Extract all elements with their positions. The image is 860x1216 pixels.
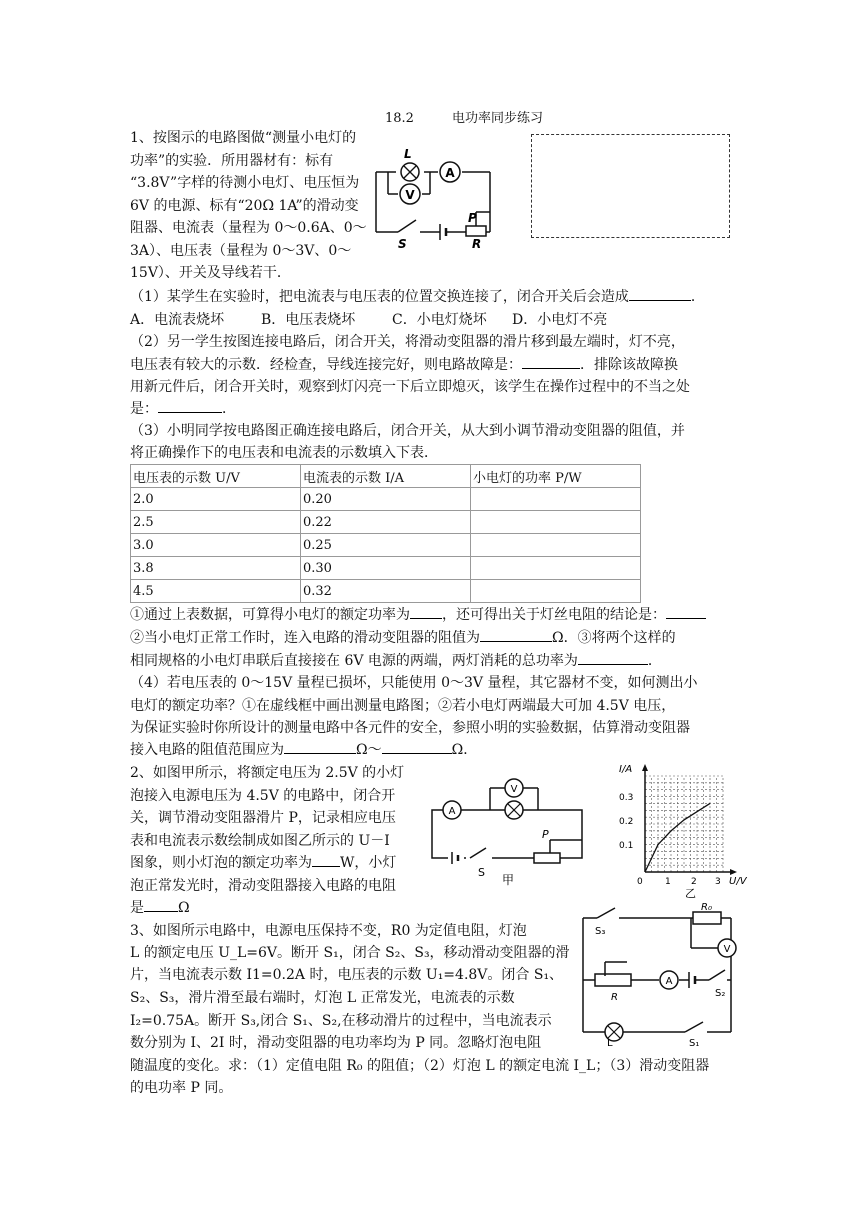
svg-text:L: L	[607, 1038, 613, 1046]
answer-blank[interactable]	[144, 897, 178, 912]
answer-blank[interactable]	[522, 354, 580, 369]
q2-line-7: 是 Ω	[130, 897, 190, 919]
q1-part3-line2: 将正确操作下的电压表和电流表的示数填入下表．	[130, 445, 438, 461]
measurement-table	[130, 464, 641, 603]
q2-ui-chart	[615, 758, 755, 898]
y-axis-label: I/A	[619, 764, 633, 775]
option-b: B．电压表烧坏	[261, 312, 356, 328]
figure-caption: 乙	[685, 887, 696, 898]
q2-line-5: 图象，则小灯泡的额定功率为 W，小灯	[130, 852, 396, 874]
lamp-label: L	[404, 147, 412, 161]
answer-blank[interactable]	[158, 398, 222, 413]
table-row: 4.5 0.32	[131, 580, 641, 603]
q1-part3-line1: （3）小明同学按电路图正确连接电路后，闭合开关，从大到小调节滑动变阻器的阻值，并	[130, 423, 685, 439]
q3-line-3: 片，当电流表示数 I1=0.2A 时，电压表的示数 U₁=4.8V。闭合 S₁、	[130, 967, 564, 983]
q1-conclusion-3: 相同规格的小电灯串联后直接接在 6V 电源的两端，两灯消耗的总功率为 ．	[130, 650, 662, 672]
x-axis-label: U/V	[729, 876, 747, 887]
q1-line-7: 15V）、开关及导线若干．	[130, 265, 291, 281]
option-a: A．电流表烧坏	[130, 312, 225, 328]
section-title: 电功率同步练习	[451, 111, 543, 126]
q1-line-2: 功率”的实验．所用器材有：标有	[130, 153, 334, 169]
q3-line-2: L 的额定电压 U_L=6V。断开 S₁，闭合 S₂、S₃，移动滑动变阻器的滑	[130, 945, 570, 961]
svg-text:R₀: R₀	[701, 902, 712, 913]
y-tick: 0.3	[619, 793, 634, 803]
q3-circuit-diagram	[575, 900, 741, 1046]
x-tick: 0	[637, 877, 643, 887]
q1-part4-line1: （4）若电压表的 0～15V 量程已损坏，只能使用 0～3V 量程，其它器材不变，如何测出小	[130, 675, 698, 691]
page-title	[385, 107, 543, 126]
switch-label: S	[398, 237, 407, 250]
q1-part2-line1: （2）另一学生按图连接电路后，闭合开关，将滑动变阻器的滑片移到最左端时，灯不亮，	[130, 334, 685, 350]
table-header: 小电灯的功率 P/W	[471, 465, 641, 488]
rheostat-label: R	[472, 237, 482, 250]
table-header: 电流表的示数 I/A	[301, 465, 471, 488]
answer-blank[interactable]	[410, 604, 442, 619]
y-tick: 0.1	[619, 841, 634, 851]
q1-part4-line4: 接入电路的阻值范围应为 Ω～ Ω．	[130, 739, 477, 761]
answer-blank[interactable]	[480, 627, 552, 642]
table-row: 2.0 0.20	[131, 488, 641, 511]
q1-part4-line2: 电灯的额定功率？①在虚线框中画出测量电路图；②若小电灯两端最大可加 4.5V 电压，	[130, 698, 676, 714]
svg-text:R: R	[611, 992, 618, 1003]
table-header-row	[131, 465, 641, 488]
table-row: 3.8 0.30	[131, 557, 641, 580]
answer-blank[interactable]	[382, 739, 452, 754]
q2-line-1: 2、如图甲所示，将额定电压为 2.5V 的小灯	[130, 765, 405, 781]
q1-line-1: 1、按图示的电路图做“测量小电灯的	[130, 130, 357, 146]
q1-part2-line3: 用新元件后，闭合开关时，观察到灯闪亮一下后立即熄灭，该学生在操作过程中的不当之处	[130, 379, 690, 395]
option-d: D．小电灯不亮	[512, 312, 608, 328]
answer-blank[interactable]	[578, 650, 648, 665]
resistor-r0-icon	[693, 912, 721, 924]
section-number: 18.2	[385, 111, 414, 126]
y-tick: 0.2	[619, 817, 634, 827]
svg-text:S₁: S₁	[689, 1038, 700, 1046]
x-tick: 1	[665, 877, 671, 887]
q2-circuit-jia	[426, 768, 598, 886]
svg-text:S₃: S₃	[595, 926, 606, 937]
svg-text:A: A	[665, 976, 673, 987]
q3-line-1: 3、如图所示电路中，电源电压保持不变，R0 为定值电阻，灯泡	[130, 923, 527, 939]
svg-text:S: S	[478, 866, 485, 879]
q3-line-6: 数分别为 I、2I 时，滑动变阻器的电功率均为 P 同。忽略灯泡电阻	[130, 1035, 542, 1051]
q1-part2-line2: 电压表有较大的示数．经检查，导线连接完好，则电路故障是： ．排除该故障换	[130, 354, 678, 376]
q3-line-8: 的电功率 P 同。	[130, 1080, 233, 1096]
q3-line-7: 随温度的变化。求：（1）定值电阻 R₀ 的阻值；（2）灯泡 L 的额定电流 I_L；（3）滑动变阻器	[130, 1058, 710, 1074]
q2-line-6: 泡正常发光时，滑动变阻器接入电路的电阻	[130, 878, 396, 894]
q1-conclusion-1: ①通过上表数据，可算得小电灯的额定功率为 ，还可得出关于灯丝电阻的结论是：	[130, 604, 706, 626]
q1-line-3: “3.8V”字样的待测小电灯、电压恒为	[130, 175, 360, 191]
answer-blank[interactable]	[629, 286, 691, 301]
table-row: 2.5 0.22	[131, 511, 641, 534]
q1-line-5: 阻器、电流表（量程为 0～0.6A、0～	[130, 220, 367, 236]
answer-blank[interactable]	[312, 852, 340, 867]
q1-conclusion-2: ②当小电灯正常工作时，连入电路的滑动变阻器的阻值为 Ω．③将两个这样的	[130, 627, 676, 649]
q1-part4-line3: 为保证实验时你所设计的测量电路中各元件的安全，参照小明的实验数据，估算滑动变阻器	[130, 720, 690, 736]
svg-text:V: V	[723, 944, 731, 955]
svg-text:V: V	[510, 784, 518, 795]
circuit-drawing-box[interactable]	[531, 134, 730, 238]
q3-line-5: I₂=0.75A。断开 S₃,闭合 S₁、S₂,在移动滑片的过程中，当电流表示	[130, 1013, 552, 1029]
slider-label: P	[468, 211, 477, 225]
voltmeter-label: V	[405, 188, 415, 202]
answer-blank[interactable]	[666, 604, 706, 619]
x-tick: 2	[691, 877, 697, 887]
q2-line-2: 泡接入电源电压为 4.5V 的电路中，闭合开	[130, 788, 396, 804]
q1-line-6: 3A）、电压表（量程为 0～3V、0～	[130, 243, 352, 259]
q2-line-4: 表和电流表示数绘制成如图乙所示的 U－I	[130, 833, 390, 849]
q2-line-3: 关，调节滑动变阻器滑片 P，记录相应电压	[130, 810, 396, 826]
table-header: 电压表的示数 U/V	[131, 465, 301, 488]
q3-line-4: S₂、S₃，滑片滑至最右端时，灯泡 L 正常发光，电流表的示数	[130, 990, 515, 1006]
answer-blank[interactable]	[284, 739, 356, 754]
svg-text:A: A	[448, 806, 456, 817]
svg-text:S₂: S₂	[715, 988, 726, 999]
q1-part2-line4: 是： ．	[130, 398, 236, 420]
option-c: C．小电灯烧坏	[392, 312, 487, 328]
figure-caption: 甲	[502, 873, 515, 886]
ammeter-label: A	[445, 166, 455, 180]
x-tick: 3	[715, 877, 721, 887]
table-row: 3.0 0.25	[131, 534, 641, 557]
q1-circuit-diagram	[368, 140, 500, 250]
q1-part1: （1）某学生在实验时，把电流表与电压表的位置交换连接了，闭合开关后会造成 ．	[130, 286, 705, 308]
q1-line-4: 6V 的电源、标有“20Ω 1A”的滑动变	[130, 198, 359, 214]
svg-text:P: P	[542, 828, 549, 841]
